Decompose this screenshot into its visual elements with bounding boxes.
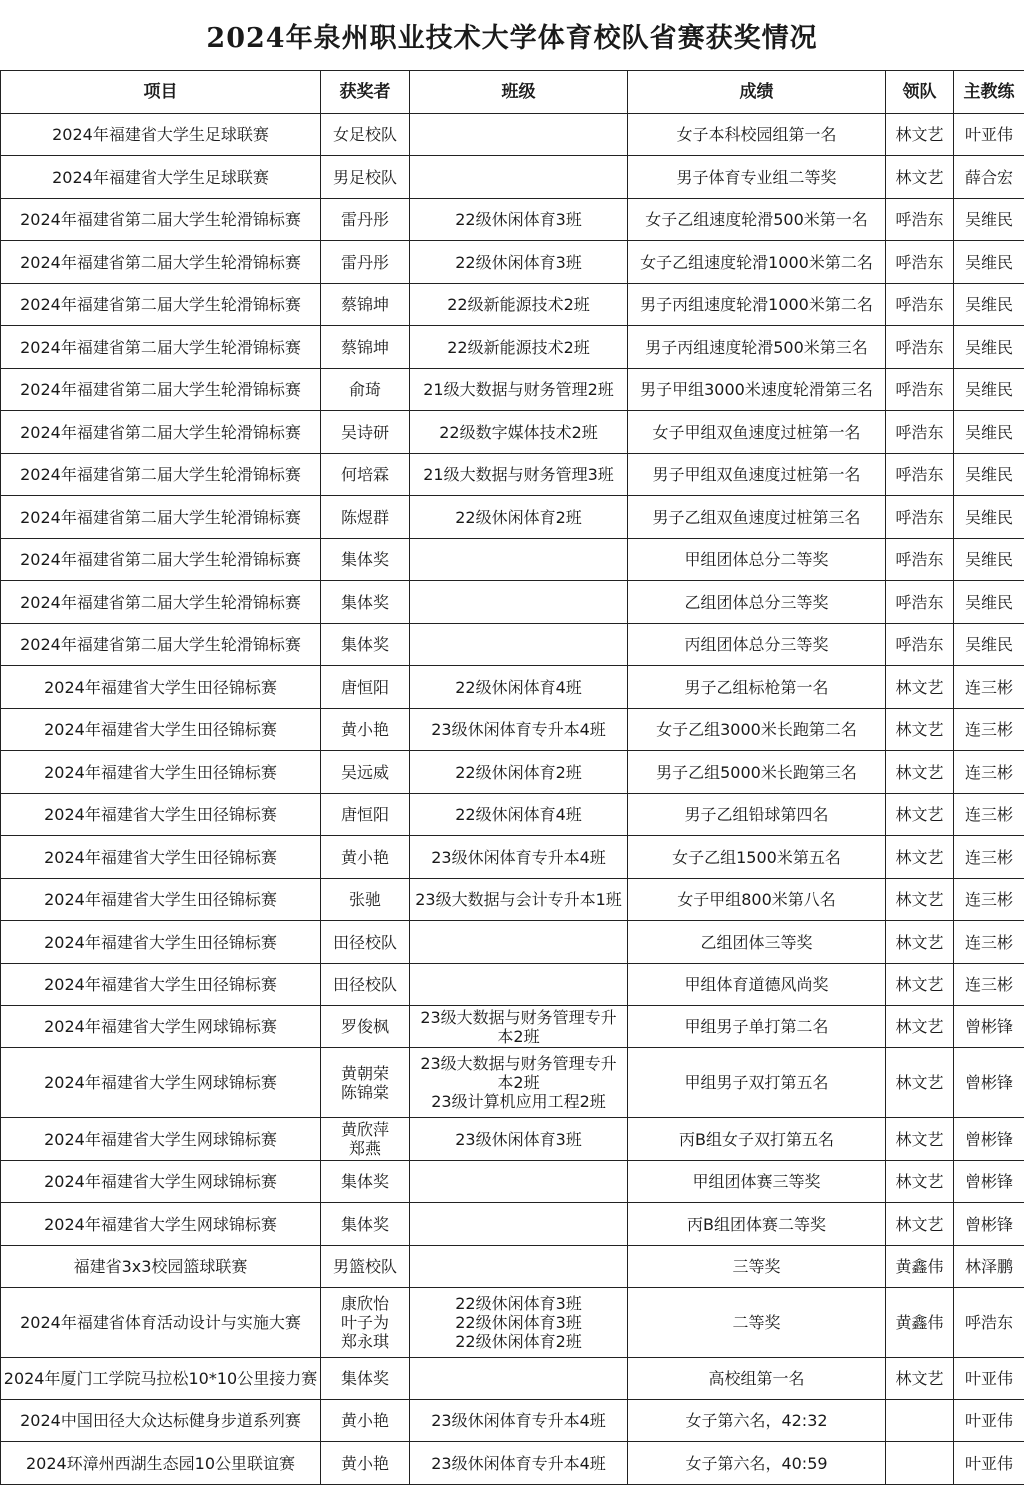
cell-class — [410, 879, 628, 921]
table-row — [1, 1288, 1024, 1358]
cell-leader: 林文艺 — [886, 1358, 954, 1400]
cell-winner — [321, 794, 410, 836]
header-project: 项目 — [1, 71, 321, 114]
table-row — [1, 964, 1024, 1006]
cell-result: 丙B组女子双打第五名 — [628, 1118, 886, 1161]
cell-class — [410, 114, 628, 156]
table-row — [1, 1400, 1024, 1442]
cell-winner — [321, 411, 410, 454]
cell-class-line: 23级休闲体育3班 — [412, 1130, 625, 1149]
cell-class — [410, 1161, 628, 1203]
cell-class — [410, 411, 628, 454]
cell-project: 2024年福建省体育活动设计与实施大赛 — [1, 1288, 321, 1358]
cell-class-line: 22级休闲体育2班 — [412, 763, 625, 782]
cell-class — [410, 921, 628, 964]
cell-class-line: 21级大数据与财务管理2班 — [412, 380, 625, 399]
cell-coach: 叶亚伟 — [954, 114, 1024, 156]
cell-project: 2024年福建省大学生田径锦标赛 — [1, 964, 321, 1006]
cell-leader: 林文艺 — [886, 751, 954, 794]
cell-winner-line: 陈锦棠 — [323, 1083, 407, 1102]
cell-result: 乙组团体总分三等奖 — [628, 581, 886, 624]
cell-project: 2024年福建省第二届大学生轮滑锦标赛 — [1, 369, 321, 411]
cell-winner — [321, 1048, 410, 1118]
cell-class — [410, 1006, 628, 1048]
cell-result: 女子乙组3000米长跑第二名 — [628, 709, 886, 751]
cell-project: 2024年福建省第二届大学生轮滑锦标赛 — [1, 199, 321, 241]
cell-class-line: 22级休闲体育4班 — [412, 805, 625, 824]
cell-class-line: 22级休闲体育3班 — [412, 1294, 625, 1313]
cell-class — [410, 369, 628, 411]
cell-class-line: 23级休闲体育专升本4班 — [412, 848, 625, 867]
cell-winner — [321, 326, 410, 369]
cell-leader: 黄鑫伟 — [886, 1288, 954, 1358]
cell-coach: 连三彬 — [954, 921, 1024, 964]
cell-leader: 林文艺 — [886, 964, 954, 1006]
cell-project: 2024年厦门工学院马拉松10*10公里接力赛 — [1, 1358, 321, 1400]
cell-project: 2024年福建省第二届大学生轮滑锦标赛 — [1, 496, 321, 539]
table-row — [1, 454, 1024, 496]
cell-winner-line: 黄小艳 — [323, 720, 407, 739]
cell-winner-line: 郑燕 — [323, 1139, 407, 1158]
cell-coach: 吴维民 — [954, 581, 1024, 624]
cell-class-line: 22级休闲体育4班 — [412, 678, 625, 697]
cell-leader: 呼浩东 — [886, 411, 954, 454]
cell-winner-line: 康欣怡 — [323, 1294, 407, 1313]
cell-result: 男子甲组3000米速度轮滑第三名 — [628, 369, 886, 411]
cell-leader: 呼浩东 — [886, 539, 954, 581]
cell-result: 女子第六名，40:59 — [628, 1442, 886, 1485]
cell-leader: 林文艺 — [886, 879, 954, 921]
cell-winner — [321, 624, 410, 666]
header-coach: 主教练 — [954, 71, 1024, 114]
cell-leader: 呼浩东 — [886, 369, 954, 411]
cell-winner-line: 何培霖 — [323, 465, 407, 484]
cell-winner-line: 集体奖 — [323, 593, 407, 612]
cell-class — [410, 964, 628, 1006]
cell-class-line: 22级休闲体育2班 — [412, 508, 625, 527]
cell-class-line: 22级休闲体育3班 — [412, 253, 625, 272]
cell-class — [410, 666, 628, 709]
cell-winner-line: 张驰 — [323, 890, 407, 909]
cell-winner — [321, 1246, 410, 1288]
cell-class — [410, 199, 628, 241]
cell-project: 2024年福建省第二届大学生轮滑锦标赛 — [1, 284, 321, 326]
cell-winner-line: 蔡锦坤 — [323, 338, 407, 357]
cell-project: 2024年福建省大学生田径锦标赛 — [1, 666, 321, 709]
cell-coach: 连三彬 — [954, 836, 1024, 879]
cell-coach: 连三彬 — [954, 964, 1024, 1006]
cell-winner — [321, 1358, 410, 1400]
cell-result: 男子丙组速度轮滑500米第三名 — [628, 326, 886, 369]
table-row — [1, 411, 1024, 454]
cell-winner-line: 雷丹彤 — [323, 253, 407, 272]
cell-leader: 呼浩东 — [886, 241, 954, 284]
cell-coach: 曾彬锋 — [954, 1203, 1024, 1246]
cell-class — [410, 1358, 628, 1400]
cell-class-line: 22级新能源技术2班 — [412, 295, 625, 314]
table-row — [1, 1006, 1024, 1048]
cell-class-line: 22级休闲体育3班 — [412, 1313, 625, 1332]
cell-leader: 呼浩东 — [886, 581, 954, 624]
header-leader: 领队 — [886, 71, 954, 114]
cell-coach: 曾彬锋 — [954, 1161, 1024, 1203]
cell-class — [410, 496, 628, 539]
cell-winner — [321, 539, 410, 581]
cell-winner-line: 叶子为 — [323, 1313, 407, 1332]
cell-result: 女子乙组1500米第五名 — [628, 836, 886, 879]
cell-project: 福建省3x3校园篮球联赛 — [1, 1246, 321, 1288]
cell-coach: 连三彬 — [954, 794, 1024, 836]
cell-coach: 吴维民 — [954, 241, 1024, 284]
table-row — [1, 794, 1024, 836]
table-row — [1, 1358, 1024, 1400]
cell-class — [410, 1442, 628, 1485]
cell-leader: 黄鑫伟 — [886, 1246, 954, 1288]
cell-class-line: 本2班 — [412, 1027, 625, 1046]
cell-coach: 林泽鹏 — [954, 1246, 1024, 1288]
cell-result: 女子甲组双鱼速度过桩第一名 — [628, 411, 886, 454]
cell-winner-line: 集体奖 — [323, 1369, 407, 1388]
cell-class — [410, 1048, 628, 1118]
cell-result: 甲组体育道德风尚奖 — [628, 964, 886, 1006]
cell-coach: 连三彬 — [954, 751, 1024, 794]
cell-project: 2024年福建省大学生网球锦标赛 — [1, 1118, 321, 1161]
cell-winner-line: 蔡锦坤 — [323, 295, 407, 314]
cell-project: 2024年福建省大学生网球锦标赛 — [1, 1048, 321, 1118]
cell-project: 2024年福建省大学生田径锦标赛 — [1, 751, 321, 794]
cell-class — [410, 624, 628, 666]
cell-leader — [886, 1400, 954, 1442]
cell-coach: 吴维民 — [954, 411, 1024, 454]
cell-result: 女子第六名，42:32 — [628, 1400, 886, 1442]
cell-coach: 叶亚伟 — [954, 1358, 1024, 1400]
cell-winner-line: 雷丹彤 — [323, 210, 407, 229]
cell-winner-line: 集体奖 — [323, 635, 407, 654]
cell-result: 高校组第一名 — [628, 1358, 886, 1400]
cell-class — [410, 1400, 628, 1442]
cell-project: 2024中国田径大众达标健身步道系列赛 — [1, 1400, 321, 1442]
cell-class — [410, 709, 628, 751]
cell-coach: 吴维民 — [954, 454, 1024, 496]
header-result: 成绩 — [628, 71, 886, 114]
cell-result: 男子体育专业组二等奖 — [628, 156, 886, 199]
cell-result: 男子甲组双鱼速度过桩第一名 — [628, 454, 886, 496]
cell-result: 男子乙组5000米长跑第三名 — [628, 751, 886, 794]
cell-result: 丙B组团体赛二等奖 — [628, 1203, 886, 1246]
cell-winner — [321, 879, 410, 921]
cell-result: 甲组男子双打第五名 — [628, 1048, 886, 1118]
table-row — [1, 581, 1024, 624]
cell-leader: 林文艺 — [886, 1161, 954, 1203]
cell-class — [410, 836, 628, 879]
cell-winner-line: 罗俊枫 — [323, 1017, 407, 1036]
cell-coach: 曾彬锋 — [954, 1006, 1024, 1048]
cell-project: 2024年福建省大学生田径锦标赛 — [1, 921, 321, 964]
cell-leader: 林文艺 — [886, 666, 954, 709]
cell-winner-line: 唐恒阳 — [323, 678, 407, 697]
cell-winner-line: 集体奖 — [323, 1172, 407, 1191]
cell-project: 2024年福建省第二届大学生轮滑锦标赛 — [1, 411, 321, 454]
cell-winner-line: 田径校队 — [323, 975, 407, 994]
cell-class-line: 本2班 — [412, 1073, 625, 1092]
cell-project: 2024年福建省大学生网球锦标赛 — [1, 1203, 321, 1246]
cell-coach: 吴维民 — [954, 624, 1024, 666]
cell-result: 女子乙组速度轮滑1000米第二名 — [628, 241, 886, 284]
table-row — [1, 1118, 1024, 1161]
cell-leader: 林文艺 — [886, 1203, 954, 1246]
cell-result: 男子乙组双鱼速度过桩第三名 — [628, 496, 886, 539]
cell-project: 2024年福建省第二届大学生轮滑锦标赛 — [1, 624, 321, 666]
page-title: 2024年泉州职业技术大学体育校队省赛获奖情况 — [0, 0, 1024, 70]
cell-class — [410, 241, 628, 284]
cell-result: 女子甲组800米第八名 — [628, 879, 886, 921]
cell-coach: 叶亚伟 — [954, 1442, 1024, 1485]
cell-winner — [321, 1203, 410, 1246]
cell-class-line: 21级大数据与财务管理3班 — [412, 465, 625, 484]
cell-winner — [321, 964, 410, 1006]
cell-coach: 呼浩东 — [954, 1288, 1024, 1358]
cell-winner — [321, 666, 410, 709]
cell-result: 男子乙组铅球第四名 — [628, 794, 886, 836]
cell-winner — [321, 369, 410, 411]
cell-coach: 吴维民 — [954, 326, 1024, 369]
cell-class-line: 22级新能源技术2班 — [412, 338, 625, 357]
cell-leader: 呼浩东 — [886, 496, 954, 539]
table-row — [1, 1442, 1024, 1485]
cell-coach: 吴维民 — [954, 369, 1024, 411]
table-row — [1, 156, 1024, 199]
cell-result: 甲组男子单打第二名 — [628, 1006, 886, 1048]
cell-coach: 薛合宏 — [954, 156, 1024, 199]
cell-result: 二等奖 — [628, 1288, 886, 1358]
cell-winner-line: 俞琦 — [323, 380, 407, 399]
cell-project: 2024年福建省大学生田径锦标赛 — [1, 879, 321, 921]
table-row — [1, 199, 1024, 241]
cell-class — [410, 326, 628, 369]
cell-coach: 吴维民 — [954, 199, 1024, 241]
cell-winner-line: 黄朝荣 — [323, 1064, 407, 1083]
table-row — [1, 241, 1024, 284]
cell-leader: 林文艺 — [886, 1006, 954, 1048]
cell-winner-line: 吴远威 — [323, 763, 407, 782]
cell-leader: 林文艺 — [886, 794, 954, 836]
cell-leader: 林文艺 — [886, 1048, 954, 1118]
cell-result: 三等奖 — [628, 1246, 886, 1288]
cell-class — [410, 284, 628, 326]
cell-leader: 林文艺 — [886, 709, 954, 751]
cell-project: 2024年福建省第二届大学生轮滑锦标赛 — [1, 454, 321, 496]
cell-winner-line: 郑永琪 — [323, 1332, 407, 1351]
cell-class — [410, 539, 628, 581]
cell-project: 2024年福建省第二届大学生轮滑锦标赛 — [1, 326, 321, 369]
header-row — [1, 71, 1024, 114]
cell-winner — [321, 836, 410, 879]
cell-winner — [321, 1442, 410, 1485]
cell-winner-line: 唐恒阳 — [323, 805, 407, 824]
cell-winner — [321, 1118, 410, 1161]
cell-leader: 呼浩东 — [886, 454, 954, 496]
cell-winner-line: 黄小艳 — [323, 848, 407, 867]
cell-winner-line: 集体奖 — [323, 550, 407, 569]
cell-winner — [321, 496, 410, 539]
cell-leader: 呼浩东 — [886, 326, 954, 369]
table-row — [1, 114, 1024, 156]
cell-class-line: 23级大数据与会计专升本1班 — [412, 890, 625, 909]
cell-project: 2024年福建省大学生田径锦标赛 — [1, 836, 321, 879]
table-row — [1, 1246, 1024, 1288]
cell-winner-line: 男篮校队 — [323, 1257, 407, 1276]
cell-class — [410, 751, 628, 794]
cell-class-line: 23级计算机应用工程2班 — [412, 1092, 625, 1111]
cell-winner — [321, 1400, 410, 1442]
cell-winner — [321, 1161, 410, 1203]
header-winner: 获奖者 — [321, 71, 410, 114]
table-row — [1, 921, 1024, 964]
cell-result: 女子本科校园组第一名 — [628, 114, 886, 156]
cell-winner — [321, 156, 410, 199]
cell-coach: 吴维民 — [954, 284, 1024, 326]
table-row — [1, 751, 1024, 794]
cell-leader: 林文艺 — [886, 836, 954, 879]
table-body — [1, 114, 1024, 1485]
cell-winner — [321, 1288, 410, 1358]
cell-coach: 吴维民 — [954, 496, 1024, 539]
cell-coach: 吴维民 — [954, 539, 1024, 581]
cell-class-line: 23级休闲体育专升本4班 — [412, 720, 625, 739]
cell-project: 2024年福建省第二届大学生轮滑锦标赛 — [1, 581, 321, 624]
table-row — [1, 1203, 1024, 1246]
awards-table — [0, 70, 1024, 1485]
cell-leader: 林文艺 — [886, 1118, 954, 1161]
table-row — [1, 624, 1024, 666]
cell-class — [410, 581, 628, 624]
cell-leader: 呼浩东 — [886, 624, 954, 666]
cell-class-line: 23级休闲体育专升本4班 — [412, 1454, 625, 1473]
cell-winner — [321, 284, 410, 326]
cell-class — [410, 1288, 628, 1358]
cell-coach: 连三彬 — [954, 666, 1024, 709]
table-row — [1, 1161, 1024, 1203]
cell-class — [410, 1203, 628, 1246]
cell-coach: 叶亚伟 — [954, 1400, 1024, 1442]
header-class: 班级 — [410, 71, 628, 114]
table-row — [1, 539, 1024, 581]
cell-project: 2024年福建省大学生足球联赛 — [1, 114, 321, 156]
cell-winner-line: 黄小艳 — [323, 1454, 407, 1473]
cell-class — [410, 1118, 628, 1161]
cell-winner — [321, 454, 410, 496]
cell-leader: 呼浩东 — [886, 199, 954, 241]
cell-class-line: 22级休闲体育2班 — [412, 1332, 625, 1351]
cell-result: 甲组团体总分二等奖 — [628, 539, 886, 581]
cell-leader: 呼浩东 — [886, 284, 954, 326]
cell-coach: 连三彬 — [954, 879, 1024, 921]
cell-coach: 连三彬 — [954, 709, 1024, 751]
cell-winner — [321, 921, 410, 964]
cell-winner-line: 陈煜群 — [323, 508, 407, 527]
table-row — [1, 836, 1024, 879]
cell-result: 乙组团体三等奖 — [628, 921, 886, 964]
cell-winner-line: 女足校队 — [323, 125, 407, 144]
cell-winner-line: 集体奖 — [323, 1215, 407, 1234]
cell-winner — [321, 709, 410, 751]
cell-class — [410, 454, 628, 496]
table-row — [1, 284, 1024, 326]
cell-winner-line: 男足校队 — [323, 168, 407, 187]
cell-winner — [321, 199, 410, 241]
cell-result: 丙组团体总分三等奖 — [628, 624, 886, 666]
cell-leader — [886, 1442, 954, 1485]
cell-project: 2024年福建省大学生网球锦标赛 — [1, 1006, 321, 1048]
cell-class-line: 22级数字媒体技术2班 — [412, 423, 625, 442]
cell-project: 2024年福建省第二届大学生轮滑锦标赛 — [1, 241, 321, 284]
cell-class — [410, 1246, 628, 1288]
cell-class-line: 23级大数据与财务管理专升 — [412, 1008, 625, 1027]
table-row — [1, 369, 1024, 411]
cell-winner-line: 吴诗研 — [323, 423, 407, 442]
cell-coach: 曾彬锋 — [954, 1048, 1024, 1118]
cell-winner — [321, 241, 410, 284]
table-row — [1, 326, 1024, 369]
cell-class — [410, 156, 628, 199]
cell-winner — [321, 114, 410, 156]
cell-coach: 曾彬锋 — [954, 1118, 1024, 1161]
table-row — [1, 666, 1024, 709]
cell-winner-line: 黄小艳 — [323, 1411, 407, 1430]
cell-leader: 林文艺 — [886, 921, 954, 964]
table-row — [1, 879, 1024, 921]
cell-project: 2024年福建省大学生足球联赛 — [1, 156, 321, 199]
cell-project: 2024年福建省大学生网球锦标赛 — [1, 1161, 321, 1203]
cell-winner-line: 黄欣萍 — [323, 1120, 407, 1139]
cell-class — [410, 794, 628, 836]
cell-project: 2024年福建省第二届大学生轮滑锦标赛 — [1, 539, 321, 581]
cell-project: 2024环漳州西湖生态园10公里联谊赛 — [1, 1442, 321, 1485]
cell-result: 男子乙组标枪第一名 — [628, 666, 886, 709]
cell-winner — [321, 581, 410, 624]
cell-project: 2024年福建省大学生田径锦标赛 — [1, 709, 321, 751]
cell-winner — [321, 1006, 410, 1048]
cell-result: 甲组团体赛三等奖 — [628, 1161, 886, 1203]
cell-class-line: 23级大数据与财务管理专升 — [412, 1054, 625, 1073]
cell-class-line: 22级休闲体育3班 — [412, 210, 625, 229]
table-row — [1, 496, 1024, 539]
cell-class-line: 23级休闲体育专升本4班 — [412, 1411, 625, 1430]
table-row — [1, 1048, 1024, 1118]
cell-winner — [321, 751, 410, 794]
cell-leader: 林文艺 — [886, 114, 954, 156]
cell-result: 女子乙组速度轮滑500米第一名 — [628, 199, 886, 241]
table-row — [1, 709, 1024, 751]
cell-result: 男子丙组速度轮滑1000米第二名 — [628, 284, 886, 326]
cell-leader: 林文艺 — [886, 156, 954, 199]
cell-winner-line: 田径校队 — [323, 933, 407, 952]
cell-project: 2024年福建省大学生田径锦标赛 — [1, 794, 321, 836]
